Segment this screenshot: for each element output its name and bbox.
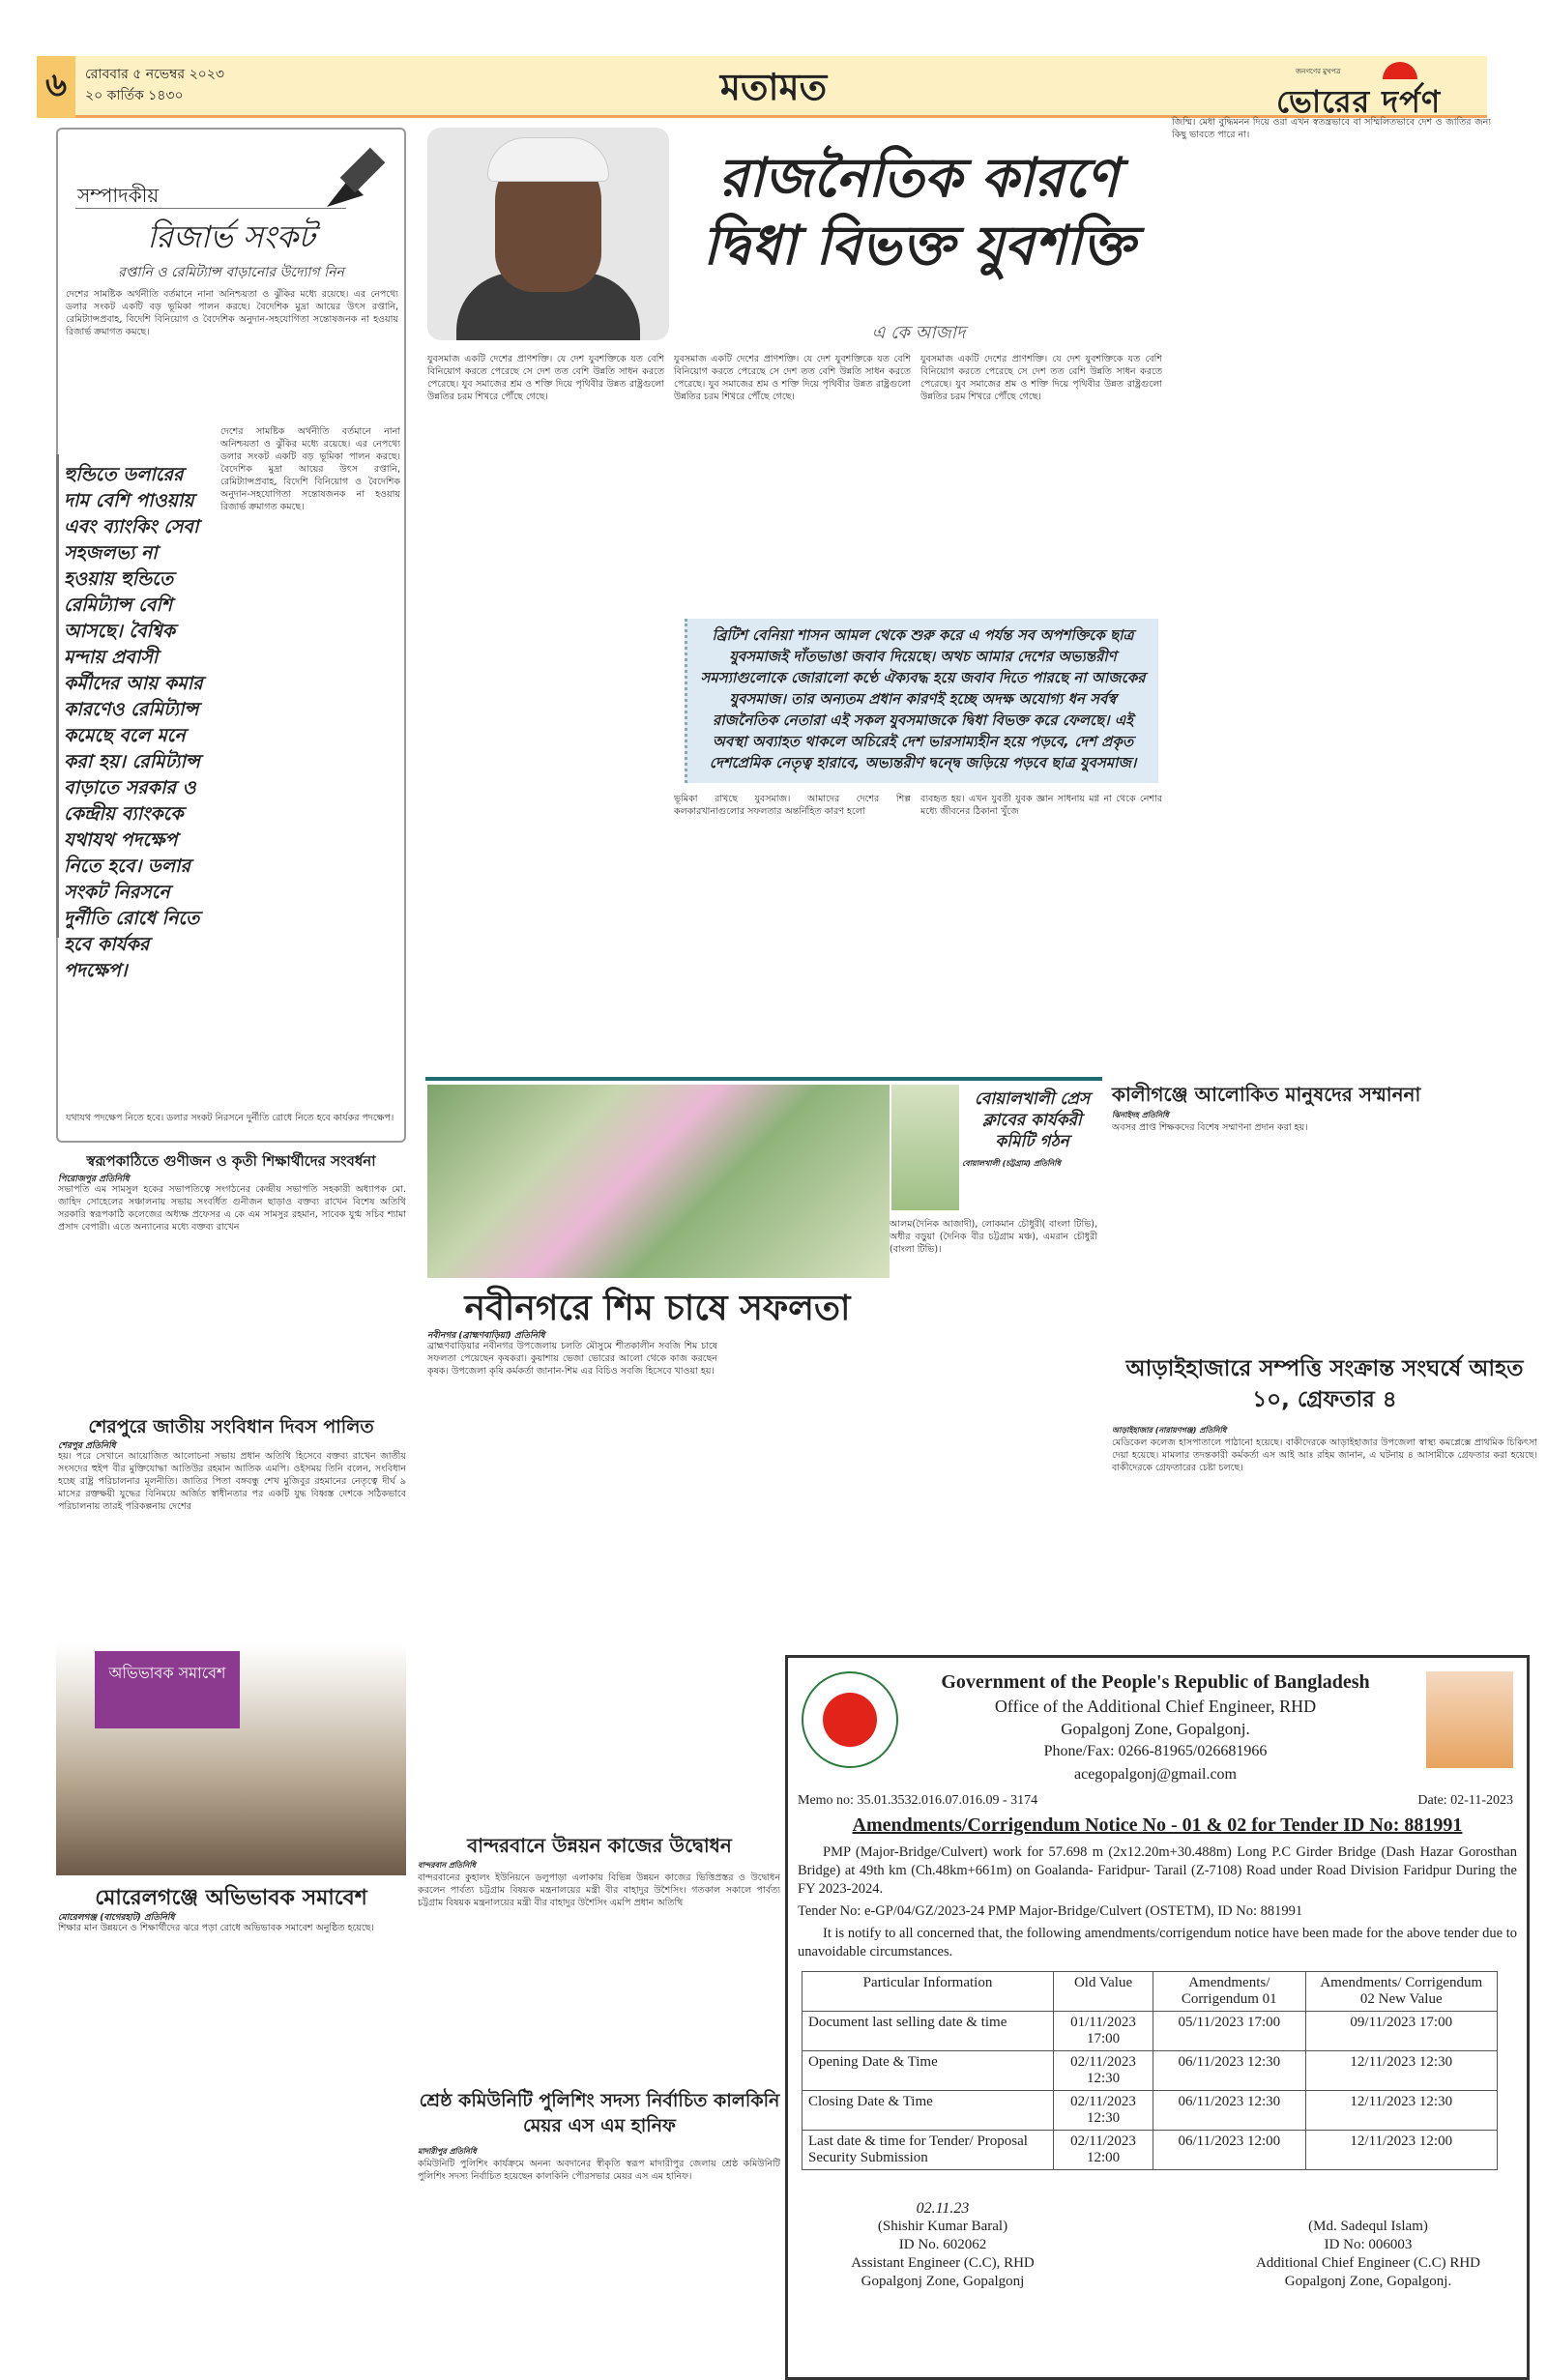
editorial-pull-quote: হুন্ডিতে ডলারের দাম বেশি পাওয়ায় এবং ব্যাংকিং সেবা সহজলভ্য না হওয়ায় হুন্ডিতে রেমিট্যান্স বেশি আসছে। বৈশ্বিক মন্দায় প্রবাসী কর্মীদের আয় কমার কারণেও রেমিট্যান্স কমেছে বলে মনে করা হয়। রেমিট্যান্স বাড়াতে সরকার ও কেন্দ্রীয় ব্যাংককে যথাযথ পদক্ষেপ নিতে হবে। ডলার সংকট নিরসনে দুর্নীতি রোধে নিতে হবে কার্যকর পদক্ষেপ। [64, 464, 203, 981]
editorial-subtitle: রপ্তানি ও রেমিট্যান্স বাড়ানোর উদ্যোগ নিন [118, 265, 344, 280]
tender-number: Tender No: e-GP/04/GZ/2023-24 PMP Major-Bridge/Culvert (OSTETM), ID No: 881991 [798, 1903, 1303, 1919]
story-title[interactable]: স্বরূপকাঠিতে গুণীজন ও কৃতী শিক্ষার্থীদের সংবর্ধনা [86, 1152, 376, 1170]
story-dateline: নবীনগর (ব্রাহ্মণবাড়িয়া) প্রতিনিধি [427, 1331, 545, 1341]
opinion-title: রাজনৈতিক কারণে দ্বিধা বিভক্ত যুবশক্তি [702, 147, 1135, 277]
story-title[interactable]: মোরেলগঞ্জে অভিভাবক সমাবেশ [95, 1886, 367, 1910]
table-header-row [803, 1972, 1498, 2012]
table-cell: Last date & time for Tender/ Proposal Security Submission [803, 2131, 1054, 2170]
signatory-name: (Shishir Kumar Baral) [877, 2219, 1008, 2234]
memo-date: Date: 02-11-2023 [1417, 1793, 1513, 1808]
divider [56, 454, 59, 938]
story-dateline: মোরেলগঞ্জ (বাগেরহাট) প্রতিনিধি [58, 1913, 175, 1923]
opinion-body-col2b: ভূমিকা রাখছে যুবসমাজ। আমাদের দেশের শিল্প কলকারখানাগুলোর সফলতার অন্তর্নিহিত কারণ হলো [674, 794, 911, 817]
editorial-body: দেশের সামষ্টিক অর্থনীতি বর্তমানে নানা অনিশ্চয়তা ও ঝুঁকির মধ্যে রয়েছে। এর নেপথ্যে ডলার সংকট একটি বড় ভূমিকা পালন করছে। বৈদেশিক মুদ্রা আয়ের উৎস রপ্তানি, রেমিট্যান্সপ্রবাহ, বিদেশি বিনিয়োগ ও বৈদেশিক অনুদান-সহযোগিতা সন্তোষজনক না হওয়ায় রিজার্ভ ক্রমাগত কমছে। [66, 289, 398, 337]
story-body: অবসর প্রাপ্ত শিক্ষকদের বিশেষ সম্মাণনা প্রদান করা হয়। [1112, 1122, 1308, 1133]
notice-paragraph: PMP (Major-Bridge/Culvert) work for 57.698 m (2x12.20m+30.488m) Long P.C Girder Bridge (Dash Hazar Gorosthan Bridge) at 49th km (Ch.48km+661m) on Goalanda- Faridpur- Tarail (Z-7108) Road under Road Division Faridpur During the FY 2023-2024. [798, 1844, 1517, 1897]
table-cell: 02/11/2023 12:30 [1054, 2051, 1153, 2091]
story-title[interactable]: বোয়ালখালী প্রেস ক্লাবের কার্যকরী কমিটি গঠন [974, 1089, 1091, 1151]
table-cell: Document last selling date & time [803, 2012, 1054, 2051]
story-title[interactable]: বান্দরবানে উন্নয়ন কাজের উদ্বোধন [467, 1834, 732, 1857]
table-cell: 06/11/2023 12:00 [1153, 2131, 1305, 2170]
table-cell: Opening Date & Time [803, 2051, 1054, 2091]
table-cell: 12/11/2023 12:30 [1305, 2051, 1497, 2091]
story-body: সভাপতি এম সামসুল হকের সভাপতিত্বে সংগঠনের কেন্দ্রীয় সভাপতি সহকারী অধ্যাপক মো. জাহিদ সোহেলের সঞ্চালনায় সভায় সংবর্ধিত গুনীজন ছাড়াও বক্তব্য রাখেন বিশেষ অতিথি সরকারি স্বরূপকাঠি কলেজের অধ্যক্ষ প্রফেসর এ কে এম সামসুর রহমান, সাবেক যুগ্ম সচিব শ্যামা প্রসাদ বেপারী। এতে অন্যান্যের মধ্যে বক্তব্য রাখেন [58, 1184, 406, 1233]
editorial-title: রিজার্ভ সংকট [147, 218, 315, 255]
logo-name: ভোরের দর্পণ [1276, 83, 1442, 120]
table-cell: 09/11/2023 17:00 [1305, 2012, 1497, 2051]
story-title[interactable]: কালীগঞ্জে আলোকিত মানুষদের সম্মাননা [1112, 1083, 1421, 1106]
opinion-body-col1: যুবসমাজ একটি দেশের প্রাণশক্তি। যে দেশ যুবশক্তিকে যত বেশি বিনিয়োগ করতে পেরেছে সে দেশ তত বেশি উন্নতি সাধন করতে পেরেছে। যুব সমাজের শ্রম ও শক্তি দিয়ে পৃথিবীর উন্নত রাষ্ট্রগুলো উন্নতির চরম শিখরে পৌঁছে গেছে। [427, 354, 664, 402]
table-row [803, 2012, 1498, 2051]
story-title[interactable]: শেরপুরে জাতীয় সংবিধান দিবস পালিত [88, 1416, 374, 1437]
story-body: মেডিকেল কলেজ হাসপাতালে পাঠানো হয়েছে। বাকীদেরকে আড়াইহাজার উপজেলা স্বাস্থ্য কমপ্লেক্সে প্রাথমিক চিকিৎসা দেয়া হয়েছে। মামলার তদন্তকারী কর্মকর্তা এস আই আঃ রহিম জানান, এ ঘটনায় ৪ আসামীকে গ্রেফতার করা হয়েছে। বাকীদেরকে গ্রেফতারের চেষ্টা চলছে। [1112, 1437, 1537, 1473]
newspaper-logo[interactable] [1276, 60, 1470, 120]
signatory-id: ID No. 602062 [898, 2237, 987, 2252]
story-body: বান্দরবানের কুহালং ইউনিয়নে ডলুপাড়া এলাকায় বিভিন্ন উন্নয়ন কাজের ভিত্তিপ্রস্তর ও উদ্বোধন করলেন পার্বত্য চট্টগ্রাম বিষয়ক মন্ত্রনালয়ের মন্ত্রী বীর বাহাদুর উশৈসিং। গতকাল সকালে পার্বত্য চট্টগ্রাম বিষয়ক মন্ত্রনালয়ের মন্ত্রী বীর বাহাদুর উশৈসিং এমপি প্রধান অতিথি [418, 1872, 780, 1908]
table-row [803, 2091, 1498, 2131]
ad-email[interactable]: acegopalgonj@gmail.com [1073, 1766, 1237, 1783]
story-body: আলম(দৈনিক আজাদী), লোকমান চৌধুরী( বাংলা টিভি), অধীর বড়ুয়া (দৈনিক বীর চট্টগ্রাম মঞ্চ), এমরান চৌধুরী (বাংলা টিভি)। [890, 1219, 1097, 1255]
signatory-office: Gopalgonj Zone, Gopalgonj. [1284, 2274, 1452, 2289]
opinion-body-col3b: ব্যবহৃত হয়। এখন যুবতী যুবক জ্ঞান সাধনায় মগ্ন না থেকে নেশার মধ্যে জীবনের ঠিকানা খুঁজে [920, 794, 1162, 817]
logo-tagline: জনগণের মুখপত্র [1296, 68, 1341, 75]
story-dateline: বোয়ালখালী (চট্টগ্রাম) প্রতিনিধি [962, 1159, 1061, 1168]
story-dateline: শেরপুর প্রতিনিধি [58, 1441, 116, 1451]
opinion-pull-quote: ব্রিটিশ বেনিয়া শাসন আমল থেকে শুরু করে এ পর্যন্ত সব অপশক্তিকে ছাত্র যুবসমাজই দাঁতভাঙা জবাব দিয়েছে। অথচ আমার দেশের অভ্যন্তরীণ সমস্যাগুলোকে জোরালো কণ্ঠে ঐক্যবদ্ধ হয়ে জবাব দিতে পারছে না আজকের যুবসমাজ। তার অন্যতম প্রধান কারণই হচ্ছে অদক্ষ অযোগ্য ধন সর্বস্ব রাজনৈতিক নেতারা এই সকল যুবসমাজকে দ্বিধা বিভক্ত করে ফেলছে। এই অবস্থা অব্যাহত থাকলে অচিরেই দেশ ভারসাম্যহীন হয়ে পড়বে, দেশ প্রকৃত দেশপ্রেমিক নেতৃত্ব হারাবে, অভ্যন্তরীণ দ্বন্দ্বে জড়িয়ে পড়বে ছাত্র যুবসমাজ। [685, 619, 1158, 783]
notice-paragraph: It is notify to all concerned that, the following amendments/corrigendum notice have been made for the above tender due to unavoidable circumstances. [798, 1926, 1517, 1959]
story-body: ব্রাহ্মণবাড়িয়ার নবীনগর উপজেলায় চলতি মৌসুমে শীতকালীন সবজি শিম চাষে সফলতা পেয়েছেন কৃষকরা। কুয়াশায় ভেজা ভোরের আলো থেকে কাজ করছেন কৃষক। উপজেলা কৃষি কর্মকর্তা জানান-শিম এর বিচিও সবজি হিসেবে খাওয়া হয়। [427, 1341, 717, 1377]
table-row [803, 2131, 1498, 2170]
signatory-name: (Md. Sadequl Islam) [1308, 2219, 1428, 2234]
editorial-body-end: যথাযথ পদক্ষেপ নিতে হবে। ডলার সংকট নিরসনে দুর্নীতি রোধে নিতে হবে কার্যকর পদক্ষেপ। [66, 1113, 394, 1123]
section-title: মতামত [719, 66, 828, 108]
divider [75, 208, 346, 209]
ad-zone: Gopalgonj Zone, Gopalgonj. [1061, 1720, 1250, 1738]
story-title[interactable]: শ্রেষ্ঠ কমিউনিটি পুলিশিং সদস্য নির্বাচিত কালকিনি মেয়র এস এম হানিফ [419, 2090, 780, 2136]
ad-phone: Phone/Fax: 0266-81965/026681966 [1043, 1743, 1268, 1759]
notice-title: Amendments/Corrigendum Notice No - 01 & 02 for Tender ID No: 881991 [852, 1814, 1463, 1836]
table-cell: 06/11/2023 12:30 [1153, 2051, 1305, 2091]
opinion-body-col3: যুবসমাজ একটি দেশের প্রাণশক্তি। যে দেশ যুবশক্তিকে যত বেশি বিনিয়োগ করতে পেরেছে সে দেশ তত বেশি উন্নতি সাধন করতে পেরেছে। যুব সমাজের শ্রম ও শক্তি দিয়ে পৃথিবীর উন্নত রাষ্ট্রগুলো উন্নতির চরম শিখরে পৌঁছে গেছে। [920, 354, 1162, 402]
tender-advertisement [785, 1655, 1530, 2380]
table-cell: 01/11/2023 17:00 [1054, 2012, 1153, 2051]
signatory-title: Assistant Engineer (C.C), RHD [851, 2255, 1035, 2271]
opinion-body-col4: জিম্মি। মেধা বুদ্ধিমনন দিয়ে ওরা এখন স্বতন্ত্রভাবে বা সম্মিলিতভাবে দেশ ও জাতির জন্য কিছু ভাবতে পারে না। [1172, 117, 1491, 140]
mujib100-logo [1426, 1671, 1513, 1768]
signature-right [1233, 2218, 1503, 2291]
col-header: Old Value [1054, 1972, 1153, 2012]
signature-date: 02.11.23 [916, 2200, 970, 2217]
table-cell: 05/11/2023 17:00 [1153, 2012, 1305, 2051]
story-dateline: পিরোজপুর প্রতিনিধি [58, 1175, 130, 1184]
story-dateline: বান্দরবান প্রতিনিধি [418, 1861, 477, 1870]
fountain-pen-icon [319, 143, 387, 211]
meeting-photo [56, 1643, 406, 1875]
col-header: Amendments/ Corrigendum 02 New Value [1305, 1972, 1497, 2012]
date-bengali: ২০ কার্তিক ১৪৩০ [85, 88, 184, 103]
ad-heading: Government of the People's Republic of Bangladesh [941, 1671, 1370, 1693]
story-body: কমিউনিটি পুলিশিং কার্যক্রমে অনন্য অবদানের স্বীকৃতি স্বরূপ মাদারীপুর জেলায় শ্রেষ্ঠ কমিউনিটি পুলিশিং সদস্য নির্বাচিত হয়েছেন কালকিনি পৌরসভার মেয়র এস এম হানিফ। [418, 2159, 780, 2182]
signatory-office: Gopalgonj Zone, Gopalgonj [861, 2274, 1025, 2289]
story-dateline: ঝিনাইদহ প্রতিনিধি [1112, 1111, 1169, 1119]
page-number: ৬ [37, 56, 75, 118]
section-divider [425, 1077, 1102, 1081]
table-cell: 02/11/2023 12:30 [1054, 2091, 1153, 2131]
col-header: Particular Information [803, 1972, 1054, 2012]
story-dateline: আড়াইহাজার (নারায়ণগঞ্জ) প্রতিনিধি [1112, 1426, 1227, 1435]
editorial-label: সম্পাদকীয় [77, 184, 160, 207]
signature-left [827, 2199, 1059, 2291]
memo-number: Memo no: 35.01.3532.016.07.016.09 - 3174 [798, 1793, 1038, 1808]
story-title[interactable]: নবীনগরে শিম চাষে সফলতা [464, 1289, 851, 1328]
photo-banner-text: অভিভাবক সমাবেশ [95, 1651, 240, 1728]
amendment-table [802, 1971, 1498, 2170]
editorial-body-column: দেশের সামষ্টিক অর্থনীতি বর্তমানে নানা অনিশ্চয়তা ও ঝুঁকির মধ্যে রয়েছে। এর নেপথ্যে ডলার সংকট একটি বড় ভূমিকা পালন করছে। বৈদেশিক মুদ্রা আয়ের উৎস রপ্তানি, রেমিট্যান্সপ্রবাহ, বিদেশি বিনিয়োগ ও বৈদেশিক অনুদান-সহযোগিতা সন্তোষজনক না হওয়ায় রিজার্ভ ক্রমাগত কমছে। [220, 426, 400, 512]
ad-office: Office of the Additional Chief Engineer, RHD [994, 1697, 1317, 1716]
signatory-id: ID No: 006003 [1324, 2237, 1413, 2252]
table-cell: 12/11/2023 12:30 [1305, 2091, 1497, 2131]
story-body: হয়। পরে সেখানে আয়োজিত আলোচনা সভায় প্রধান অতিথি হিসেবে বক্তব্য রাখেন জাতীয় সংসদের হুইপ বীর মুক্তিযোদ্ধা আতিউর রহমান আতিক এমপি। ওইসময় তিনি বলেন, সংবিধান হচ্ছে রাষ্ট্র পরিচালনার মূলনীতি। জাতির পিতা বঙ্গবন্ধু শেখ মুজিবুর রহমানের নেতৃত্বে দীর্ঘ ৯ মাসের রক্তক্ষয়ী যুদ্ধের বিনিময়ে অর্জিত স্বাধীনতার পর একটি যুদ্ধ বিধ্বস্ত দেশকে সঠিকভাবে পরিচালনায় তারই পরিকল্পনায় দেশের [58, 1451, 406, 1512]
story-title[interactable]: আড়াইহাজারে সম্পত্তি সংক্রান্ত সংঘর্ষে আহত ১০, গ্রেফতার ৪ [1125, 1356, 1524, 1412]
author-photo [427, 128, 669, 340]
signatory-title: Additional Chief Engineer (C.C) RHD [1255, 2255, 1481, 2271]
table-cell: 02/11/2023 12:00 [1054, 2131, 1153, 2170]
bean-field-photo [427, 1085, 890, 1278]
story-body: শিক্ষার মান উন্নয়নে ও শিক্ষার্থীদের ঝরে পড়া রোধে অভিভাবক সমাবেশ অনুষ্ঠিত হয়েছে। [58, 1923, 374, 1933]
table-row [803, 2051, 1498, 2091]
opinion-body-col2: যুবসমাজ একটি দেশের প্রাণশক্তি। যে দেশ যুবশক্তিকে যত বেশি বিনিয়োগ করতে পেরেছে সে দেশ তত বেশি উন্নতি সাধন করতে পেরেছে। যুব সমাজের শ্রম ও শক্তি দিয়ে পৃথিবীর উন্নত রাষ্ট্রগুলো উন্নতির চরম শিখরে পৌঁছে গেছে। [674, 354, 911, 402]
table-cell: 12/11/2023 12:00 [1305, 2131, 1497, 2170]
story-dateline: মাদারীপুর প্রতিনিধি [418, 2147, 477, 2156]
bean-photo-strip [891, 1085, 959, 1210]
date-gregorian: রোববার ৫ নভেম্বর ২০২৩ [85, 67, 224, 82]
table-cell: 06/11/2023 12:30 [1153, 2091, 1305, 2131]
col-header: Amendments/ Corrigendum 01 [1153, 1972, 1305, 2012]
opinion-byline: এ কে আজাদ [871, 323, 966, 343]
table-cell: Closing Date & Time [803, 2091, 1054, 2131]
government-emblem-icon [802, 1671, 898, 1768]
